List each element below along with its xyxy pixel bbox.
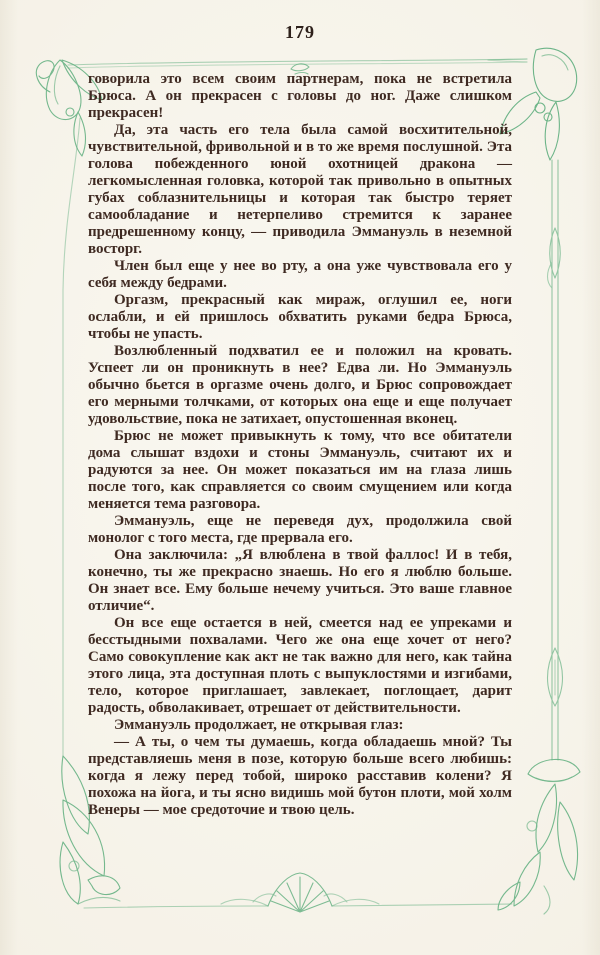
paragraph: Член был еще у нее во рту, а она уже чувствовала его у себя между бедрами. (88, 258, 512, 291)
paragraph: Брюс не может привыкнуть к тому, что все обитатели дома слышат вздохи и стоны Эммануэль, считают их и радуются за нее. Он может показаться им на глаза лишь после того, как справляется со своим смущением или когда меняется тема разговора. (88, 428, 512, 512)
stem-left-ornament (63, 118, 80, 756)
paragraph: Оргазм, прекрасный как мираж, оглушил ее, ноги ослабли, и ей пришлось обхватить руками бедра Брюса, чтобы не упасть. (88, 292, 512, 342)
paragraph: Она заключила: „Я влюблена в твой фаллос! И в тебя, конечно, ты же прекрасно знаешь. Но его я люблю больше. Он знает все. Ему больше нечему учиться. Это ваше главное отличие“. (88, 547, 512, 614)
paragraph: Да, эта часть его тела была самой восхитительной, чувствительной, фривольной и в то же время послушной. Эта голова побежденного юной охотницей дракона — легкомысленная головка, которой так привольно в опытных губах соблазнительницы и которая так быстро теряет самообладание и нетерпеливо стремится к заранее предрешенному концу, — приводила Эммануэль в неземной восторг. (88, 122, 512, 257)
paragraph: Эммануэль продолжает, не открывая глаз: (114, 717, 404, 733)
paragraph: — А ты, о чем ты думаешь, когда обладаешь мной? Ты представляешь меня в позе, которую больше всего любишь: когда я лежу перед тобой, широко расставив колени? Я похожа на йога, и ты ясно видишь мой бутон плоти, мой холм Венеры — мое средоточие и твою цель. (88, 734, 512, 818)
top-rule (68, 59, 527, 68)
paragraph: Эммануэль, еще не переведя дух, продолжила свой монолог с того места, где прервала его. (88, 513, 512, 546)
page-number: 179 (285, 22, 315, 42)
stem-right-ornament (548, 160, 563, 760)
page-text (88, 71, 512, 819)
paragraph: Он все еще остается в ней, смеется над ее упреками и бесстыдными похвалами. Чего же она еще хочет от него? Само совокупление как акт не так важно для него, как тайна этого лица, эта доступная плоть с выпуклостями и изгибами, тело, которое приглашает, завлекает, поглощает, дарит радость, обволакивает, отрешает от действительности. (88, 615, 512, 716)
paragraph: Возлюбленный подхватил ее и положил на кровать. Успеет ли он проникнуть в нее? Едва ли. Но Эммануэль обычно бьется в оргазме очень долго, и Брюс сопровождает его мерными толчками, от которых она еще и еще получает удовольствие, пока не затихает, опустошенная вконец. (88, 343, 512, 427)
paragraph: говорила это всем своим партнерам, пока не встретила Брюса. А он прекрасен с головы до ног. Даже слишком прекрасен! (88, 71, 512, 121)
